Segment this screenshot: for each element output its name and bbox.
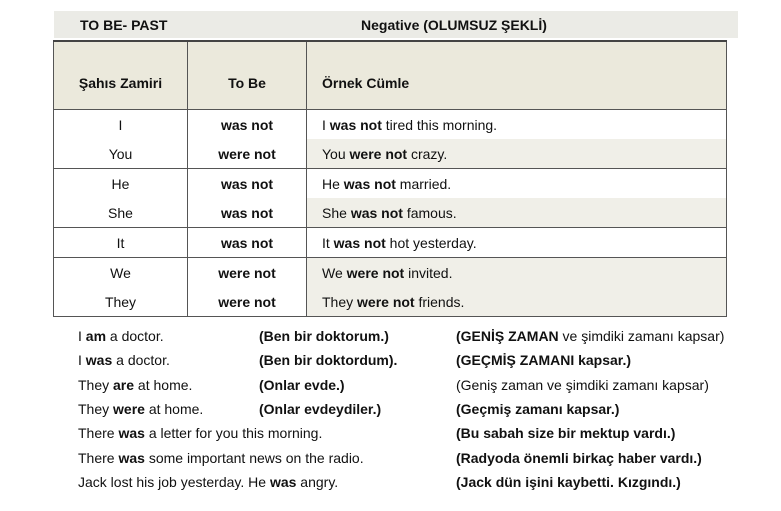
table-row [54, 198, 727, 228]
table-row [54, 287, 727, 317]
example-note: (Bu sabah size bir mektup vardı.) [456, 425, 676, 441]
example-note: (Radyoda önemli birkaç haber vardı.) [456, 450, 702, 466]
example-note: (Geçmiş zamanı kapsar.) [456, 401, 620, 417]
verb-cell: was not [188, 198, 307, 228]
verb-cell: were not [188, 258, 307, 288]
header-left-title: TO BE- PAST [80, 17, 168, 33]
example-turkish: (Ben bir doktordum). [259, 352, 398, 368]
example-cell: He was not married. [307, 169, 727, 199]
example-english: They were at home. [78, 401, 204, 417]
pronoun-cell: It [54, 228, 188, 258]
pronoun-cell: You [54, 139, 188, 169]
example-english: There was some important news on the radio. [78, 450, 364, 466]
table-row [54, 139, 727, 169]
column-header-pronoun: Şahıs Zamiri [54, 41, 188, 110]
example-english: I was a doctor. [78, 352, 170, 368]
header-bar [54, 11, 738, 38]
example-note: (Jack dün işini kaybetti. Kızgındı.) [456, 474, 681, 490]
example-cell: They were not friends. [307, 287, 727, 317]
example-english: There was a letter for you this morning. [78, 425, 323, 441]
table-row [54, 110, 727, 140]
example-turkish: (Onlar evdeydiler.) [259, 401, 382, 417]
verb-cell: was not [188, 228, 307, 258]
example-note: (GEÇMİŞ ZAMANI kapsar.) [456, 352, 632, 368]
header-right-title: Negative (OLUMSUZ ŞEKLİ) [361, 17, 547, 33]
pronoun-cell: We [54, 258, 188, 288]
example-english: Jack lost his job yesterday. He was angry. [78, 474, 339, 490]
example-note: (GENİŞ ZAMAN ve şimdiki zamanı kapsar) [456, 328, 725, 344]
example-cell: We were not invited. [307, 258, 727, 288]
example-cell: She was not famous. [307, 198, 727, 228]
pronoun-cell: She [54, 198, 188, 228]
verb-cell: was not [188, 169, 307, 199]
grammar-table [53, 40, 727, 317]
column-header-to-be: To Be [188, 41, 307, 110]
example-cell: I was not tired this morning. [307, 110, 727, 140]
pronoun-cell: He [54, 169, 188, 199]
pronoun-cell: They [54, 287, 188, 317]
verb-cell: was not [188, 110, 307, 140]
example-english: They are at home. [78, 377, 193, 393]
example-turkish: (Ben bir doktorum.) [259, 328, 389, 344]
pronoun-cell: I [54, 110, 188, 140]
table-row [54, 169, 727, 199]
example-note: (Geniş zaman ve şimdiki zamanı kapsar) [456, 377, 709, 393]
column-header-example: Örnek Cümle [307, 41, 727, 110]
example-cell: You were not crazy. [307, 139, 727, 169]
table-row [54, 228, 727, 258]
table-header-row [54, 41, 727, 110]
table-row [54, 258, 727, 288]
verb-cell: were not [188, 287, 307, 317]
example-cell: It was not hot yesterday. [307, 228, 727, 258]
example-turkish: (Onlar evde.) [259, 377, 345, 393]
verb-cell: were not [188, 139, 307, 169]
example-english: I am a doctor. [78, 328, 164, 344]
